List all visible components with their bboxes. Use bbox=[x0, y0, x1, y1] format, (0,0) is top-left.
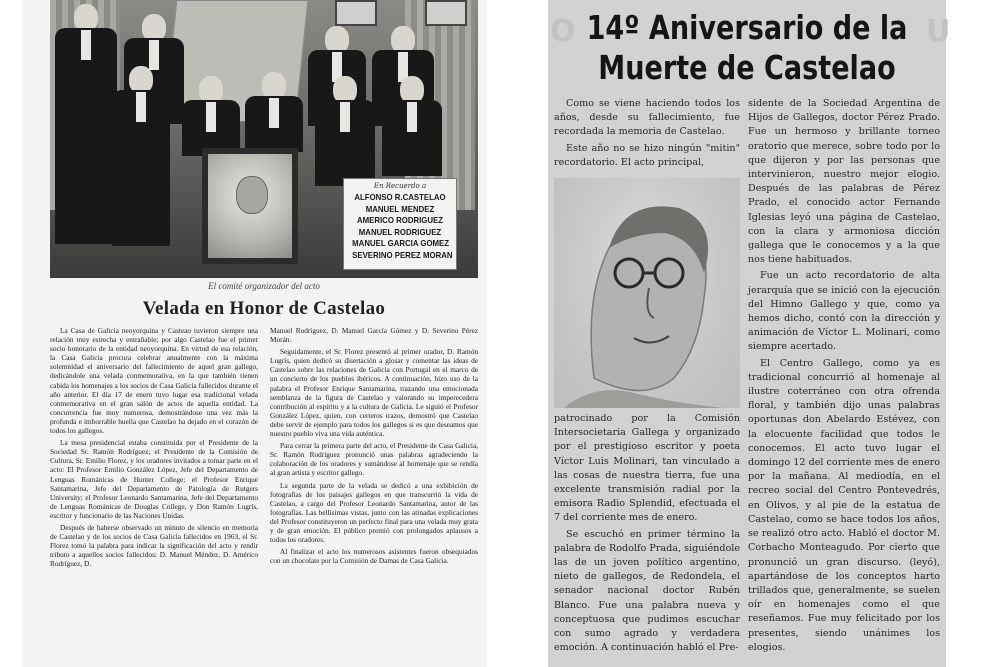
article-title: Velada en Honor de Castelao bbox=[142, 298, 386, 319]
wall-frame bbox=[425, 0, 467, 26]
bleed-through-mark: U bbox=[926, 14, 951, 49]
article-column-1-bottom bbox=[554, 412, 740, 657]
paragraph: sidente de la Sociedad Argentina de Hijos de Gallegos, doctor Pérez Prado. Fue un hermoso y brillante torneo oratorio que merece, sobre todo por lo que dijeron y por las personas que intervinieron, nuestro mejor elogio. Después de las palabras de Pérez Prado, el conocido actor Fernando Iglesias leyó una página de Castelao, con la clara y armoniosa dicción gallega que le conocemos y a la que nos tiene habituados. bbox=[748, 98, 940, 266]
paragraph: La Casa de Galicia neoyorquina y Casteao tuvieron siempre una relación muy estrecha y entrañable; por algo Castelao fue el primer socio honorario de la entidad neoyorquina. En virtud de esa relación, la Casa Galicia procura celebrar anualmente con la máxima solemnidad el aniversario del fallecimiento de aquel gran gallego, dedicándole una velada conmemorativa, en la que también tienen cabida los homenajes a los socios de Casa Galicia fallecidos durante el año anterior. El día 17 de enero tuvo lugar esa tradicional velada conmemorativa en el gran salón de actos de aquella entidad. La concurrencia fue muy numerosa, demostrándose una vez más la profunda e imborrable huella que Castelao ha dejado en el corazón de todos los gallegos. bbox=[50, 326, 258, 436]
castelao-sketch bbox=[554, 178, 740, 408]
castelao-sketch-portrait bbox=[554, 178, 740, 408]
article-column-1 bbox=[50, 326, 258, 571]
paragraph: La segunda parte de la velada se dedicó a una exhibición de fotografías de los paisajes gallegos en que transcurrió la vida de Castelao, a cargo del Profesor Leonardo Santamarina, autor de las fotografías. Las bellísimas vistas, junto con las atinadas explicaciones del Profesor constituyeron un perfecto final para una velada muy grata y de gran emoción. El público premió con prolongados aplausos a todos los oradores. bbox=[270, 480, 478, 545]
headline-line-2: Muerte de Castelao bbox=[598, 48, 896, 87]
paragraph: Se escuchó en primer término la palabra de Rodolfo Prada, siguiéndole las de un joven político argentino, nieto de gallegos, de Redondela, el senador nacional doctor Rubén Blanco. Fue una palabra nueva y conceptuosa que pudimos escuchar con sumo agrado y verdadera emoción. A continuación habló el Pre- bbox=[554, 528, 740, 654]
plaque-name: AMERICO RODRIGUEZ bbox=[356, 215, 444, 225]
paragraph: Manuel Rodríguez, D. Manuel García Gómez y D. Severino Pérez Morán. bbox=[270, 326, 478, 345]
plaque-title: En Recuerdo a bbox=[373, 182, 427, 190]
paragraph: patrocinado por la Comisión Intersocietaria Gallega y organizado por el prestigioso escritor y poeta Víctor Luis Molinari, tan vinculado a las cosas de nuestra tierra, fue una excelente transmisión radial por la emisora Radio Splendid, efectuada el 7 del corriente mes de enero. bbox=[554, 413, 740, 524]
paragraph: La mesa presidencial estaba constituida por el Presidente de la Sociedad Sr. Ramón Rodríguez; el Presidente de la Comisión de Cultura, Sr. Emilio Florez, y los oradores invitados a tomar parte en el acto: El Profesor Emilio González López, Jefe del Departamento de Lenguas Románicas de Hunter College; el Profesor Enrique Santamarina, Jefe del Departamento de Patología de Rutgers University; el Profesor Leonardo Santamarina, Jefe del Departamento de Lenguas Románicas de Douglas College, y Don Ramón Lugrís, escritor y funcionario de las Naciones Unidas. bbox=[50, 438, 258, 520]
article-column-1-top bbox=[554, 97, 740, 172]
person bbox=[315, 76, 375, 186]
person bbox=[112, 66, 170, 246]
paragraph: Como se viene haciendo todos los años, desde su fallecimiento, fue recordada la memoria de Castelao. bbox=[554, 98, 740, 138]
plaque-name: SEVERINO PEREZ MORAN bbox=[352, 249, 453, 260]
headline-line-1: 14º Aniversario de la bbox=[586, 8, 908, 47]
person bbox=[382, 76, 442, 176]
person bbox=[55, 4, 117, 244]
castelao-framed-portrait bbox=[202, 148, 298, 264]
wall-frame bbox=[335, 0, 377, 26]
right-page bbox=[548, 0, 951, 667]
plaque-name: ALFONSO R.CASTELAO bbox=[354, 192, 446, 202]
article-column-2 bbox=[270, 326, 478, 568]
plaque-name: MANUEL GARCIA GOMEZ bbox=[352, 238, 450, 248]
article-column-2 bbox=[748, 97, 940, 657]
headline bbox=[584, 8, 910, 88]
person bbox=[245, 72, 303, 152]
memorial-plaque bbox=[343, 178, 457, 270]
paragraph: Este año no se hizo ningún "mitin" recordatorio. El acto principal, bbox=[554, 142, 740, 168]
photo-caption: El comité organizador del acto bbox=[208, 281, 320, 291]
left-page bbox=[22, 0, 487, 667]
paragraph: El Centro Gallego, como ya es tradicional concurrió al homenaje al ilustre coterráneo con otra ofrenda floral, y también dijo unas palabras oportunas don Abelardo Estévez, con la elocuente facilidad que todos le conocemos. El acto tuvo lugar el domingo 12 del corriente mes de enero por la mañana. Al mediodía, en el recreo social del Centro Pontevedrés, en Olivos, y al pie de la estatua de Castelao, como se hace todos los años, se realizó otro acto. Habló el doctor M. Corbacho Monteagudo. Por cierto que pronunció un gran discurso. (leyó), apartándose de los conceptos harto trillados que, generalmente, se suelen oír en homenajes como el que reseñamos. Fue muy felicitado por los presentes, siendo unánimes los elogios. bbox=[748, 357, 940, 653]
paragraph: Seguidamente, el Sr. Florez presentó al primer orador, D. Ramón Lugrís, quien dedicó su disertación a glosar y comentar las ideas de Castelao sobre las relaciones de Galicia con Portugal en el marco de un concierto de los pueblos ibéricos. A continuación, hizo uso de la palabra el Profesor Enrique Santamarina, trazando una emocionada semblanza de la figura de Castelao y valorando su imperecedera contribución al espíritu y a la cultura de Galicia. Le siguió el Profesor González López, quien, con certeros trazos, demostró que Castelao debe servir de ejemplo para todos los gallegos si es que deseamos que nuestro pueblo viva una vida auténtica. bbox=[270, 347, 478, 439]
paragraph: Para cerrar la primera parte del acto, el Presidente de Casa Galicia, Sr. Ramón Rodríguez pronunció unas palabras agradeciendo la colaboración de los oradores y sumándose al homenaje que se rendía al gran artista y escritor gallego. bbox=[270, 441, 478, 478]
paragraph: Al finalizar el acto los numerosos asistentes fueron obsequiados con un chocolate por la Comisión de Damas de Casa Galicia. bbox=[270, 547, 478, 566]
paragraph: Fue un acto recordatorio de alta jerarquía que se inició con la ejecución del Himno Gallego y que, como ya hemos dicho, contó con la dirección y animación de Víctor L. Molinari, como siempre acertado. bbox=[748, 270, 940, 353]
person bbox=[182, 76, 240, 156]
plaque-name: MANUEL MENDEZ bbox=[365, 203, 435, 214]
group-photo bbox=[50, 0, 478, 278]
bleed-through-mark: O bbox=[550, 14, 576, 49]
plaque-name: MANUEL RODRIGUEZ bbox=[358, 226, 442, 237]
paragraph: Después de haberse observado un minuto de silencio en memoria de Castelao y de los socios de Casa Galicia fallecidos en 1963, el Sr. Florez tomó la palabra para indicar la significación del acto y rendir tributo a aquellos socios fallecidos: D. Manuel Méndez, D. Américo Rodríguez, D. bbox=[50, 522, 258, 569]
